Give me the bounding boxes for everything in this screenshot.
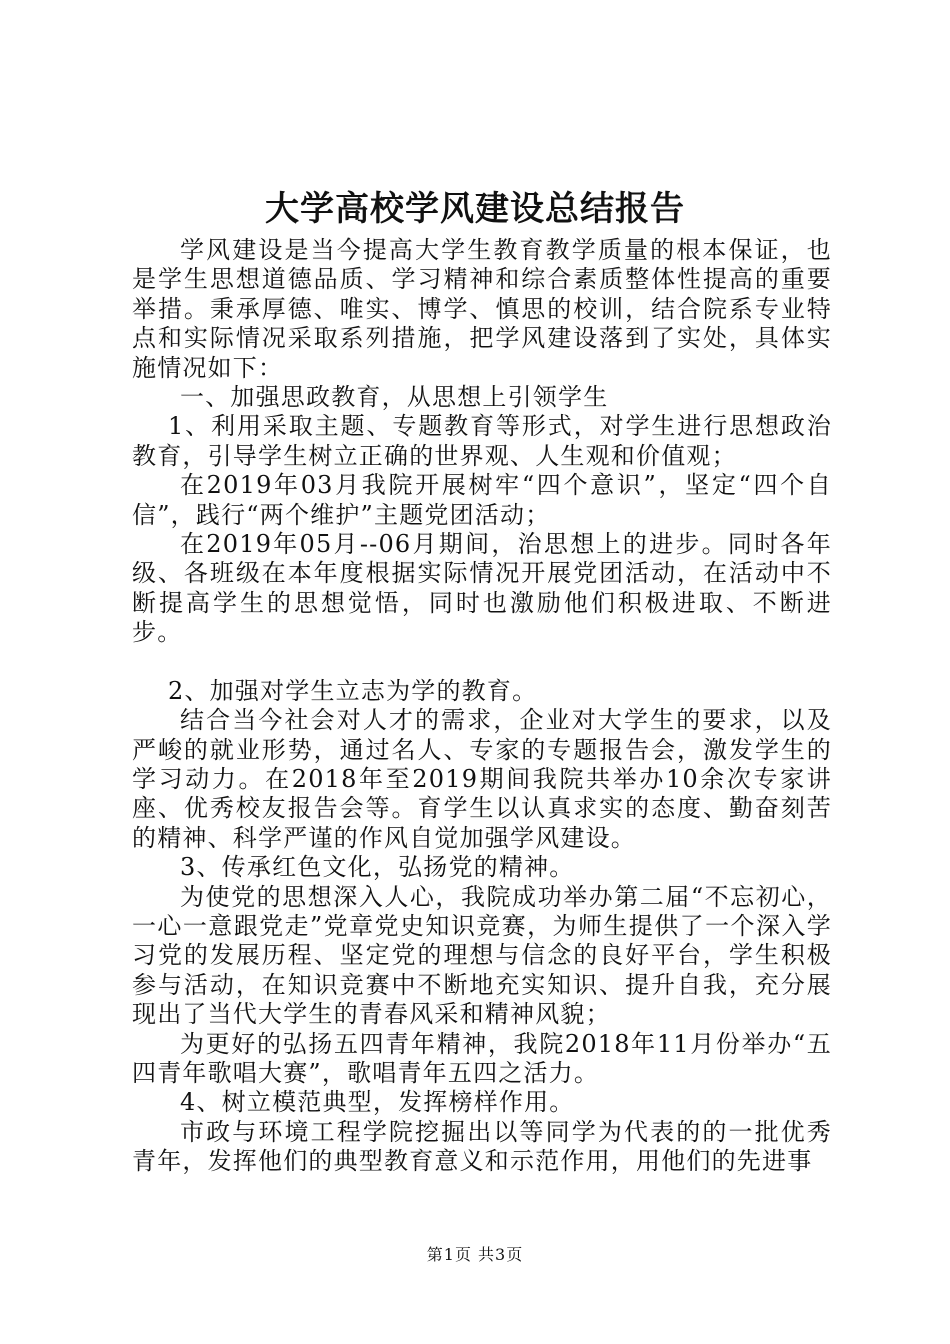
paragraph-quiz-contest: 为使党的思想深入人心，我院成功举办第二届“不忘初心，一心一意跟党走”党章党史知识竞赛，为师生提供了一个深入学习党的发展历程、坚定党的理想与信念的良好平台，学生积极参与活动，在知识竞赛中不断地充实知识、提升自我，充分展现出了当代大学生的青春风采和精神风貌； [132, 882, 832, 1029]
page-footer: 第1页 共3页 [426, 1245, 524, 1264]
paragraph-intro: 学风建设是当今提高大学生教育教学质量的根本保证，也是学生思想道德品质、学习精神和综合素质整体性提高的重要举措。秉承厚德、唯实、博学、慎思的校训，结合院系专业特点和实际情况采取系列措施，把学风建设落到了实处，具体实施情况如下： [132, 236, 832, 382]
paragraph-item-3: 3、传承红色文化，弘扬党的精神。 [180, 853, 575, 882]
paragraph-singing-contest: 为更好的弘扬五四青年精神，我院2018年11月份举办“五四青年歌唱大赛”，歌唱青年五四之活力。 [132, 1029, 832, 1087]
paragraph-lectures: 结合当今社会对人才的需求，企业对大学生的要求，以及严峻的就业形势，通过名人、专家的专题报告会，激发学生的学习动力。在2018年至2019期间我院共举办10余次专家讲座、优秀校友报告会等。育学生以认真求实的态度、勤奋刻苦的精神、科学严谨的作风自觉加强学风建设。 [132, 706, 832, 852]
document-title: 大学高校学风建设总结报告 [265, 189, 685, 229]
document-body [132, 236, 832, 1177]
paragraph-item-4: 4、树立模范典型，发挥榜样作用。 [180, 1088, 575, 1117]
paragraph-item-2: 2、加强对学生立志为学的教育。 [168, 676, 538, 705]
paragraph-item-1: 1、利用采取主题、专题教育等形式，对学生进行思想政治教育，引导学生树立正确的世界观、人生观和价值观； [132, 412, 832, 470]
section-heading-1: 一、加强思政教育，从思想上引领学生 [180, 383, 609, 412]
paragraph-march-activity: 在2019年03月我院开展树牢“四个意识”，坚定“四个自信”，践行“两个维护”主题党团活动； [132, 471, 832, 529]
paragraph-may-june-activity: 在2019年05月--06月期间，治思想上的进步。同时各年级、各班级在本年度根据实际情况开展党团活动，在活动中不断提高学生的思想觉悟，同时也激励他们积极进取、不断进步。 [132, 530, 832, 647]
paragraph-role-models: 市政与环境工程学院挖掘出以等同学为代表的的一批优秀青年，发挥他们的典型教育意义和示范作用，用他们的先进事 [132, 1117, 832, 1176]
